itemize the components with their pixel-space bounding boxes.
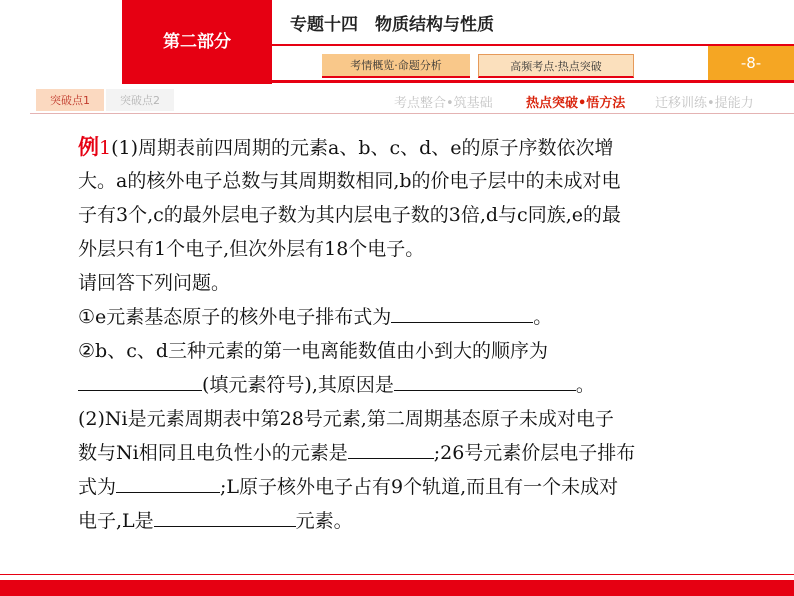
- header-underbar: [272, 80, 794, 83]
- answer-blank: [348, 436, 434, 459]
- problem-text: 子有3个,c的最外层电子数为其内层电子数的3倍,d与c同族,e的最: [78, 204, 621, 226]
- subnav-divider: [30, 113, 794, 114]
- tab-hot-topics[interactable]: 高频考点·热点突破: [478, 54, 634, 78]
- example-number: 1: [99, 137, 112, 159]
- problem-text: 电子,L是: [78, 510, 154, 532]
- problem-line: [78, 300, 768, 334]
- problem-text: 数与Ni相同且电负性小的元素是: [78, 442, 348, 464]
- answer-blank: [78, 368, 202, 391]
- problem-text: ②b、c、d三种元素的第一电离能数值由小到大的顺序为: [78, 340, 549, 362]
- footer-rule: [0, 574, 794, 575]
- problem-text: ;L原子核外电子占有9个轨道,而且有一个未成对: [220, 476, 619, 498]
- problem-line: [78, 368, 768, 402]
- problem-text: (1)周期表前四周期的元素a、b、c、d、e的原子序数依次增: [111, 137, 614, 159]
- nav-link-transfer-training[interactable]: 迁移训练•提能力: [655, 96, 754, 111]
- example-problem: [78, 130, 768, 538]
- example-label: 例: [78, 134, 99, 159]
- problem-text: 请回答下列问题。: [78, 272, 231, 294]
- topic-title: 专题十四 物质结构与性质: [290, 15, 494, 35]
- breakthrough-point-2-button[interactable]: 突破点2: [106, 89, 174, 111]
- problem-line: [78, 266, 768, 300]
- problem-line: [78, 130, 768, 164]
- problem-line: [78, 164, 768, 198]
- footer-bar: [0, 580, 794, 596]
- problem-line: [78, 470, 768, 504]
- problem-text: ;26号元素价层电子排布: [433, 442, 636, 464]
- problem-text: (填元素符号),其原因是: [202, 374, 394, 396]
- problem-text: 。: [575, 374, 595, 396]
- problem-text: 大。a的核外电子总数与其周期数相同,b的价电子层中的未成对电: [78, 170, 621, 192]
- breakthrough-point-1-button[interactable]: 突破点1: [36, 89, 104, 111]
- answer-blank: [391, 300, 533, 323]
- tab-exam-overview[interactable]: 考情概览·命题分析: [322, 54, 470, 78]
- problem-text: 。: [533, 306, 553, 328]
- problem-text: 元素。: [295, 510, 353, 532]
- problem-line: [78, 232, 768, 266]
- problem-line: [78, 504, 768, 538]
- part-badge: 第二部分: [122, 0, 272, 84]
- problem-text: 式为: [78, 476, 117, 498]
- problem-text: ①e元素基态原子的核外电子排布式为: [78, 306, 392, 328]
- answer-blank: [116, 470, 220, 493]
- answer-blank: [154, 504, 296, 527]
- page-number: -8-: [708, 46, 794, 80]
- answer-blank: [394, 368, 576, 391]
- problem-line: [78, 436, 768, 470]
- nav-link-breakthrough[interactable]: 热点突破•悟方法: [526, 96, 626, 111]
- problem-line: [78, 198, 768, 232]
- problem-line: [78, 402, 768, 436]
- nav-link-consolidate[interactable]: 考点整合•筑基础: [394, 96, 493, 111]
- problem-line: [78, 334, 768, 368]
- problem-text: 外层只有1个电子,但次外层有18个电子。: [78, 238, 425, 260]
- problem-text: (2)Ni是元素周期表中第28号元素,第二周期基态原子未成对电子: [78, 408, 614, 430]
